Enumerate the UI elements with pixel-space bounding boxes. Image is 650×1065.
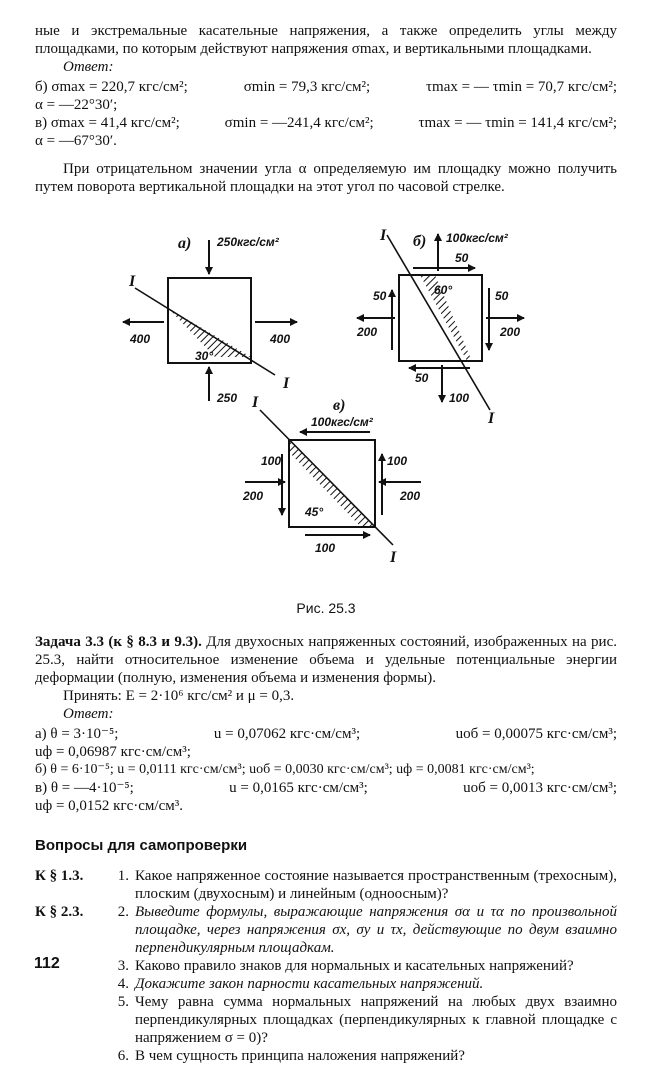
label-b-left: 200 [357, 325, 378, 339]
question-number: 2. [117, 904, 129, 920]
question-ref: К § 2.3. [35, 904, 84, 920]
answer-v-part2: σmin = —241,4 кгс/см²; [224, 115, 374, 131]
question-ref: К § 1.3. [35, 868, 84, 884]
plane-mark-a-right: I [283, 375, 290, 392]
task-answer-label: Ответ: [63, 706, 114, 722]
question-ref [35, 975, 107, 993]
task-b-line: б) θ = 6·10⁻⁵; u = 0,0111 кгс·см/см³; uоб = 0,0030 кгс·см/см³; uф = 0,0081 кгс·см/см³; [35, 762, 535, 777]
question-item [35, 957, 617, 975]
question-number: 5. [117, 994, 129, 1010]
question-text: Какое напряженное состояние называется пространственным (трехосным), плоским (двухосным) и линейным (одноосным)? [135, 868, 617, 902]
question-ref [35, 993, 107, 1047]
answer-label: Ответ: [63, 59, 114, 75]
answer-v-alpha: α = —67°30′. [35, 133, 117, 149]
page-content [35, 22, 617, 1065]
label-v-left-shear: 100 [261, 454, 282, 468]
question-number: 6. [117, 1048, 129, 1064]
question-item [35, 993, 617, 1047]
question-number: 4. [117, 976, 129, 992]
task-answer-a-row [35, 725, 617, 743]
question-item [35, 975, 617, 993]
answer-b-part2: σmin = 79,3 кгс/см²; [243, 79, 371, 95]
task-a-u: u = 0,07062 кгс·см/см³; [213, 726, 361, 742]
label-v-bottom-shear: 100 [315, 541, 336, 555]
task-paragraph [35, 633, 617, 687]
question-text: Каково правило знаков для нормальных и касательных напряжений? [135, 958, 574, 974]
stress-diagrams [35, 210, 617, 595]
task-a-theta: а) θ = 3·10⁻⁵; [35, 726, 119, 742]
label-b-right: 200 [500, 325, 521, 339]
diagram-a [123, 235, 297, 405]
question-text: Чему равна сумма нормальных напряжений на любых двух взаимно перпендикулярных площадках (перпендикулярных к главной площадке с напряжением σ = 0)? [135, 994, 617, 1046]
task-heading: Задача 3.3 (к § 8.3 и 9.3). [35, 634, 202, 650]
task-v-theta: в) θ = —4·10⁻⁵; [35, 780, 134, 796]
task-v-u: u = 0,0165 кгс·см/см³; [229, 780, 368, 796]
task-text: Для двухосных напряженных состояний, изображенных на рис. 25.3, найти относительное изменение объема и удельные потенциальные энергии деформации (полную, изменения объема и изменения формы). [35, 634, 617, 686]
answer-b-row [35, 78, 617, 96]
task-v-uob: uоб = 0,0013 кгс·см/см³; [463, 780, 617, 796]
questions-title: Вопросы для самопроверки [35, 837, 248, 854]
answer-v-part3: τmax = — τmin = 141,4 кгс/см²; [418, 115, 617, 131]
answer-b-part1: б) σmax = 220,7 кгс/см²; [35, 79, 188, 95]
task-a-uf: uф = 0,06987 кгс·см/см³; [35, 744, 191, 760]
question-text: Докажите закон парности касательных напряжений. [135, 976, 484, 992]
label-b-right-shear: 50 [495, 289, 509, 303]
diagram-v-label: в) [333, 397, 346, 414]
label-v-right: 200 [400, 489, 421, 503]
task-answer-v-row [35, 779, 617, 797]
question-item [35, 903, 617, 957]
answer-b-alpha: α = —22°30′; [35, 97, 118, 113]
answer-v-row [35, 114, 617, 132]
plane-mark-v-top: I [252, 394, 259, 411]
label-b-bottom-shear: 50 [415, 371, 429, 385]
plane-mark-v-bottom: I [390, 549, 397, 566]
task-accept: Принять: E = 2·10⁶ кгс/см² и μ = 0,3. [63, 688, 295, 704]
label-a-right: 400 [270, 332, 291, 346]
label-a-bottom: 250 [217, 391, 238, 405]
angle-v: 45° [305, 505, 324, 519]
note-paragraph: При отрицательном значении угла α определяемую им площадку можно получить путем поворота вертикальной площадки на этот угол по часовой стрелке. [35, 161, 617, 195]
label-b-top-shear: 50 [455, 251, 469, 265]
label-b-top: 100кгс/см² [446, 231, 508, 245]
answer-b-part3: τmax = — τmin = 70,7 кгс/см²; [426, 79, 617, 95]
angle-a: 30° [195, 349, 214, 363]
figure-caption: Рис. 25.3 [296, 600, 356, 616]
question-ref [35, 1047, 107, 1065]
label-v-top: 100кгс/см² [311, 415, 373, 429]
page-number: 112 [34, 955, 60, 972]
diagram-b [356, 227, 524, 427]
question-item [35, 1047, 617, 1065]
plane-mark-b-top: I [380, 227, 387, 244]
answer-v-part1: в) σmax = 41,4 кгс/см²; [35, 115, 180, 131]
label-b-bottom: 100 [449, 391, 470, 405]
angle-b: 60° [434, 283, 453, 297]
label-a-top: 250кгс/см² [217, 235, 279, 249]
question-number: 1. [117, 868, 129, 884]
task-v-uf: uф = 0,0152 кгс·см/см³. [35, 798, 183, 814]
label-v-left: 200 [243, 489, 264, 503]
label-a-left: 400 [130, 332, 151, 346]
question-text: Выведите формулы, выражающие напряжения σα и τα по произвольной площадке, через напряжения σx, σy и τx, действующие по двум взаимно перпендикулярным площадкам. [135, 904, 617, 956]
label-b-left-shear: 50 [373, 289, 387, 303]
figure-25-3 [35, 210, 617, 595]
diagram-b-label: б) [413, 233, 427, 250]
diagram-v [242, 394, 421, 566]
question-text: В чем сущность принципа наложения напряжений? [135, 1048, 465, 1064]
plane-mark-b-bottom: I [488, 410, 495, 427]
question-item [35, 867, 617, 903]
question-number: 3. [117, 958, 129, 974]
diagram-a-label: а) [178, 235, 192, 252]
plane-mark-a-left: I [129, 273, 136, 290]
intro-paragraph: ные и экстремальные касательные напряжения, а также определить углы между площадками, по которым действуют напряжения σmax, и вертикальными площадками. [35, 23, 617, 57]
questions-list [35, 867, 617, 1065]
label-v-right-shear: 100 [387, 454, 408, 468]
inclined-plane-v [260, 410, 393, 545]
task-a-uob: uоб = 0,00075 кгс·см/см³; [455, 726, 617, 742]
